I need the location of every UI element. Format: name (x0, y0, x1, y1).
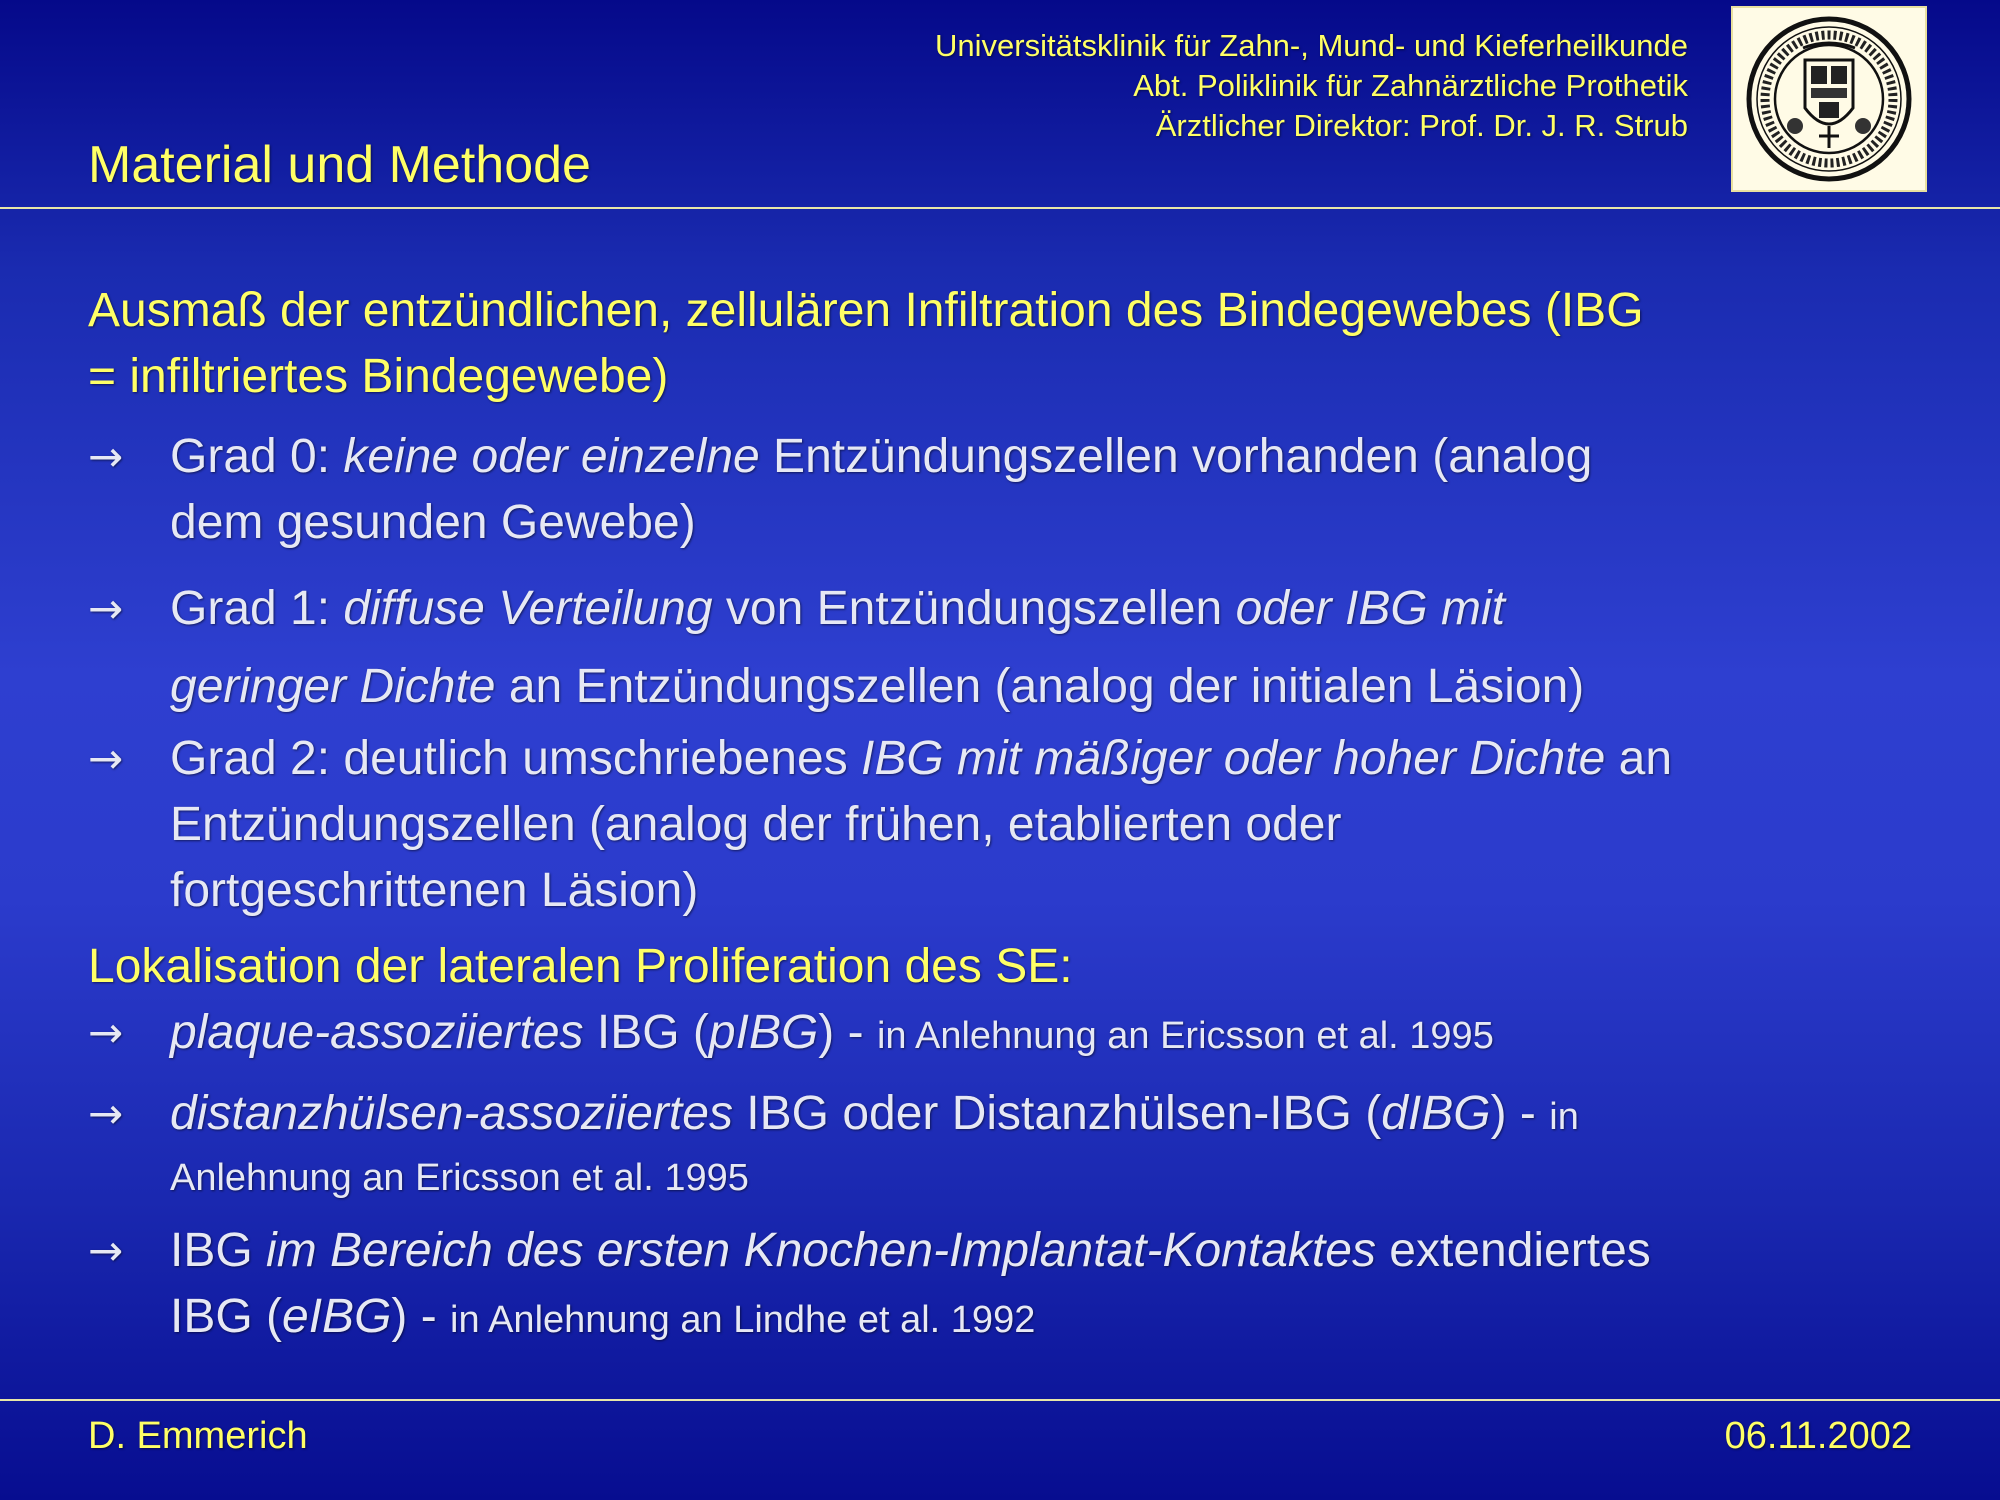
heading-line: = infiltriertes Bindegewebe) (88, 350, 669, 403)
header-line-department: Abt. Poliklinik für Zahnärztliche Prothetik (1133, 68, 1688, 103)
footer-date: 06.11.2002 (1724, 1415, 1912, 1457)
bullet-grad-1 (88, 570, 1928, 726)
bullet-emphasis: dIBG (1381, 1087, 1491, 1140)
bullet-text: ) - (1490, 1087, 1550, 1140)
bullet-grad-2 (88, 726, 1928, 924)
bullet-text: Grad 0: (170, 430, 344, 483)
bullet-text: Entzündungszellen (analog der frühen, etablierten oder (170, 798, 1342, 851)
bullet-dibg (88, 1081, 1928, 1206)
bullet-text: Grad 1: (170, 582, 344, 635)
bullet-text: an (1605, 732, 1673, 785)
arrow-bullet-icon: → (88, 1008, 124, 1057)
slide-content (88, 278, 1928, 1353)
arrow-bullet-icon: → (88, 734, 124, 783)
section-heading-infiltration (88, 278, 1928, 410)
bullet-emphasis: oder IBG mit (1235, 582, 1505, 635)
university-seal-icon (1733, 8, 1925, 190)
bullet-emphasis: diffuse Verteilung (343, 582, 713, 635)
bullet-text: fortgeschrittenen Läsion) (170, 864, 699, 917)
bullet-text: IBG ( (583, 1006, 709, 1059)
bullet-emphasis: im Bereich des ersten Knochen-Implantat-Kontaktes (266, 1224, 1376, 1277)
bullet-text: IBG (170, 1224, 267, 1277)
citation-text: Anlehnung an Ericsson et al. 1995 (170, 1157, 749, 1199)
bullet-emphasis: geringer Dichte (170, 660, 496, 713)
arrow-bullet-icon: → (88, 584, 124, 633)
bullet-emphasis: pIBG (708, 1006, 819, 1059)
institution-header (935, 26, 1688, 146)
bullet-emphasis: plaque-assoziiertes (170, 1006, 584, 1059)
bullet-text: Entzündungszellen vorhanden (analog (759, 430, 1593, 483)
bullet-text: an Entzündungszellen (analog der initialen Läsion) (495, 660, 1585, 713)
bullet-emphasis: eIBG (282, 1290, 392, 1343)
bullet-text: ) - (391, 1290, 451, 1343)
citation-text: in Anlehnung an Lindhe et al. 1992 (450, 1299, 1036, 1341)
footer-divider (0, 1399, 2000, 1401)
bullet-emphasis: keine oder einzelne (343, 430, 760, 483)
arrow-bullet-icon: → (88, 432, 124, 481)
arrow-bullet-icon: → (88, 1089, 124, 1138)
bullet-text: dem gesunden Gewebe) (170, 496, 696, 549)
bullet-text: extendiertes (1375, 1224, 1651, 1277)
citation-text: in Anlehnung an Ericsson et al. 1995 (876, 1015, 1494, 1057)
bullet-grad-0 (88, 424, 1928, 556)
bullet-text: Grad 2: deutlich umschriebenes (170, 732, 862, 785)
section-heading-localisation: Lokalisation der lateralen Proliferation des SE: (88, 940, 1073, 993)
arrow-bullet-icon: → (88, 1226, 124, 1275)
footer-author: D. Emmerich (88, 1415, 308, 1457)
bullet-text: IBG oder Distanzhülsen-IBG ( (732, 1087, 1382, 1140)
header-divider (0, 207, 2000, 209)
university-seal (1731, 6, 1927, 192)
bullet-emphasis: distanzhülsen-assoziiertes (170, 1087, 733, 1140)
bullet-pibg (88, 1000, 1928, 1069)
bullet-text: von Entzündungszellen (712, 582, 1236, 635)
header-line-clinic: Universitätsklinik für Zahn-, Mund- und Kieferheilkunde (935, 28, 1688, 63)
bullet-text: IBG ( (170, 1290, 283, 1343)
header-line-director: Ärztlicher Direktor: Prof. Dr. J. R. Strub (1155, 108, 1688, 143)
citation-text: in (1549, 1096, 1579, 1138)
bullet-eibg (88, 1218, 1928, 1353)
heading-line: Ausmaß der entzündlichen, zellulären Infiltration des Bindegewebes (IBG (88, 284, 1644, 337)
slide-title: Material und Methode (88, 136, 591, 194)
bullet-emphasis: IBG mit mäßiger oder hoher Dichte (861, 732, 1606, 785)
bullet-text: ) - (818, 1006, 877, 1059)
